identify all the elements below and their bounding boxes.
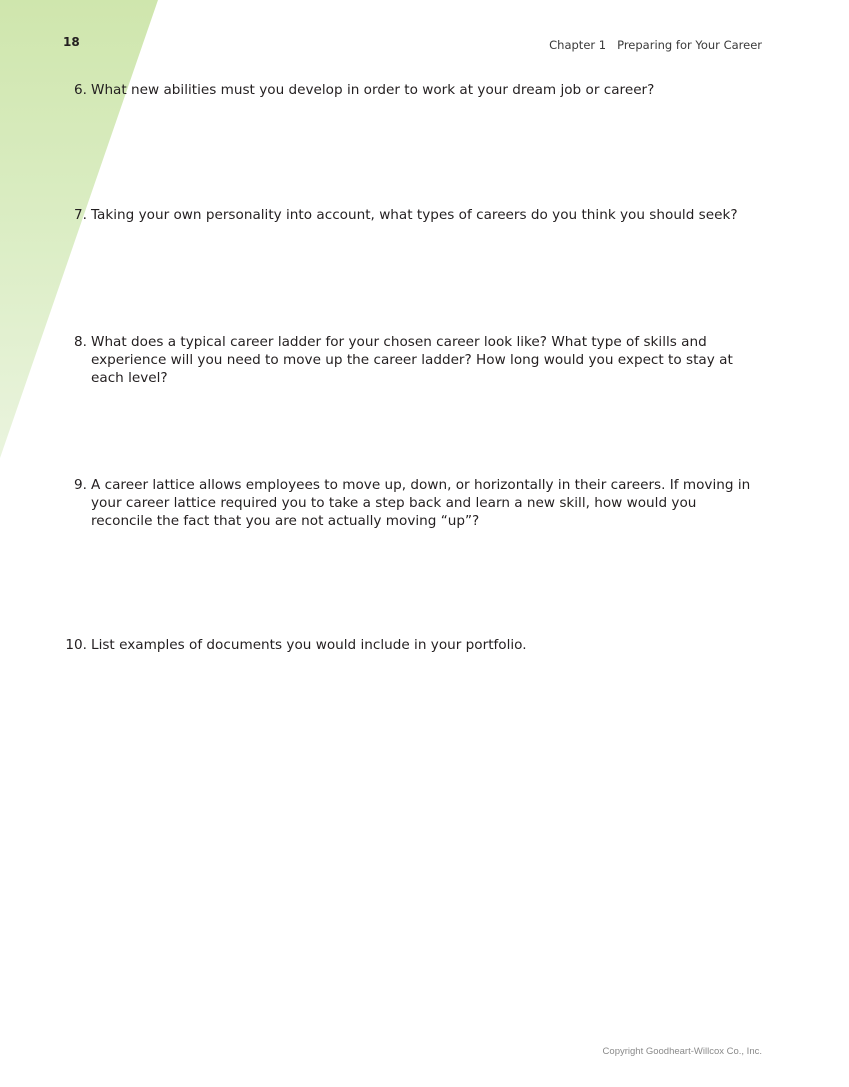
question-number: 8.: [74, 334, 87, 350]
question-text: What new abilities must you develop in order to work at your dream job or career?: [91, 82, 655, 98]
copyright-notice: Copyright Goodheart-Willcox Co., Inc.: [602, 1046, 762, 1057]
decorative-green-band: [0, 0, 160, 460]
question-text: What does a typical career ladder for your chosen career look like? What type of skills and experience will you need to move up the career ladder? How long would you expect to stay at each level?: [91, 334, 733, 386]
running-head: [549, 38, 762, 52]
question-number: 7.: [74, 207, 87, 223]
question-text: A career lattice allows employees to move up, down, or horizontally in their careers. If moving in your career lattice required you to take a step back and learn a new skill, how would you reconcile the fact that you are not actually moving “up”?: [91, 477, 751, 529]
question-number: 6.: [74, 82, 87, 98]
question-number: 10.: [65, 637, 87, 653]
chapter-title: Preparing for Your Career: [617, 38, 762, 52]
page-number: 18: [63, 35, 80, 49]
question-text: List examples of documents you would include in your portfolio.: [91, 637, 527, 653]
question-text: Taking your own personality into account, what types of careers do you think you should seek?: [91, 207, 738, 223]
chapter-label: Chapter 1: [549, 38, 607, 52]
question-number: 9.: [74, 477, 87, 493]
